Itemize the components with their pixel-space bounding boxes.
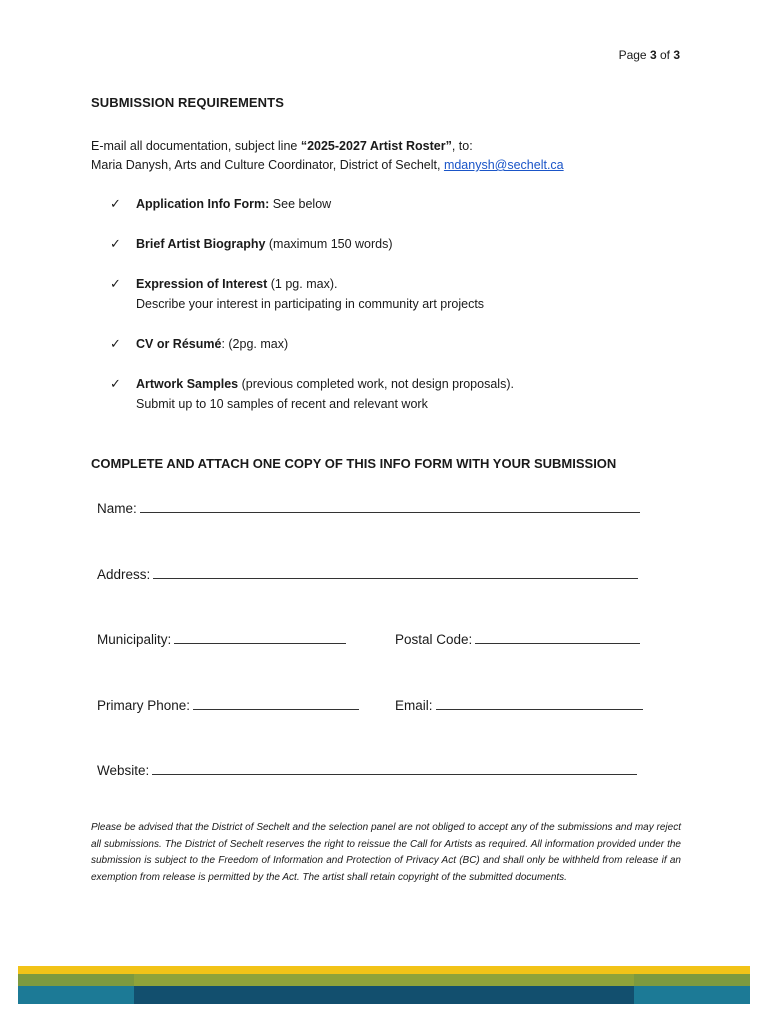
- municipality-line[interactable]: [174, 630, 346, 644]
- requirement-item: ✓ Artwork Samples (previous completed work, not design proposals). Submit up to 10 samples of recent and relevant work: [110, 376, 514, 411]
- requirement-item: ✓ Application Info Form: See below: [110, 194, 670, 214]
- address-label: Address:: [97, 567, 151, 582]
- footer-band-teal: [18, 986, 750, 1004]
- page-number: Page 3 of 3: [618, 48, 680, 62]
- requirement-item: ✓ Expression of Interest (1 pg. max). Describe your interest in participating in community art projects: [110, 276, 485, 311]
- phone-label: Primary Phone:: [97, 698, 191, 713]
- intro-line-2: Maria Danysh, Arts and Culture Coordinator, District of Sechelt, mdanysh@sechelt.ca: [91, 158, 564, 172]
- name-label: Name:: [97, 501, 137, 516]
- website-field[interactable]: [97, 761, 637, 778]
- checkmark-icon: ✓: [110, 236, 121, 251]
- name-field[interactable]: [97, 499, 640, 516]
- submission-heading: SUBMISSION REQUIREMENTS: [91, 95, 284, 110]
- email-label: Email:: [395, 698, 433, 713]
- phone-line[interactable]: [193, 696, 359, 710]
- disclaimer-text: Please be advised that the District of Sechelt and the selection panel are not obliged to accept any of the submissions and may reject all submissions. The District of Sechelt reserves the right to reissue the Call for Artists as required. All information provided under the submission is subject to the Freedom of Information and Protection of Privacy Act (BC) and shall only be withheld from release if an exemption from release is permitted by the Act. The artist shall retain copyright of the submitted documents.: [91, 822, 681, 883]
- form-heading: COMPLETE AND ATTACH ONE COPY OF THIS INFO FORM WITH YOUR SUBMISSION: [91, 456, 617, 471]
- subject-line: “2025-2027 Artist Roster”: [300, 139, 452, 153]
- postal-code-line[interactable]: [475, 630, 640, 644]
- email-field[interactable]: [395, 696, 643, 713]
- checkmark-icon: ✓: [110, 196, 121, 211]
- footer-band-olive: [18, 974, 750, 986]
- requirement-item: ✓ CV or Résumé: (2pg. max): [110, 334, 670, 354]
- checkmark-icon: ✓: [110, 336, 121, 351]
- postal-code-field[interactable]: [395, 630, 640, 647]
- submission-intro: [91, 137, 691, 175]
- postal-code-label: Postal Code:: [395, 632, 473, 647]
- footer-band-yellow: [18, 966, 750, 974]
- checkmark-icon: ✓: [110, 276, 121, 291]
- name-line[interactable]: [140, 499, 640, 513]
- website-label: Website:: [97, 763, 150, 778]
- requirement-item: ✓ Brief Artist Biography (maximum 150 words): [110, 234, 670, 254]
- website-line[interactable]: [152, 761, 637, 775]
- municipality-label: Municipality:: [97, 632, 172, 647]
- intro-line-1: E-mail all documentation, subject line “2025-2027 Artist Roster”, to:: [91, 139, 473, 153]
- email-link[interactable]: mdanysh@sechelt.ca: [443, 158, 564, 172]
- checkmark-icon: ✓: [110, 376, 121, 391]
- phone-field[interactable]: [97, 696, 359, 713]
- email-line[interactable]: [436, 696, 643, 710]
- address-line[interactable]: [153, 565, 638, 579]
- municipality-field[interactable]: [97, 630, 346, 647]
- address-field[interactable]: [97, 565, 638, 582]
